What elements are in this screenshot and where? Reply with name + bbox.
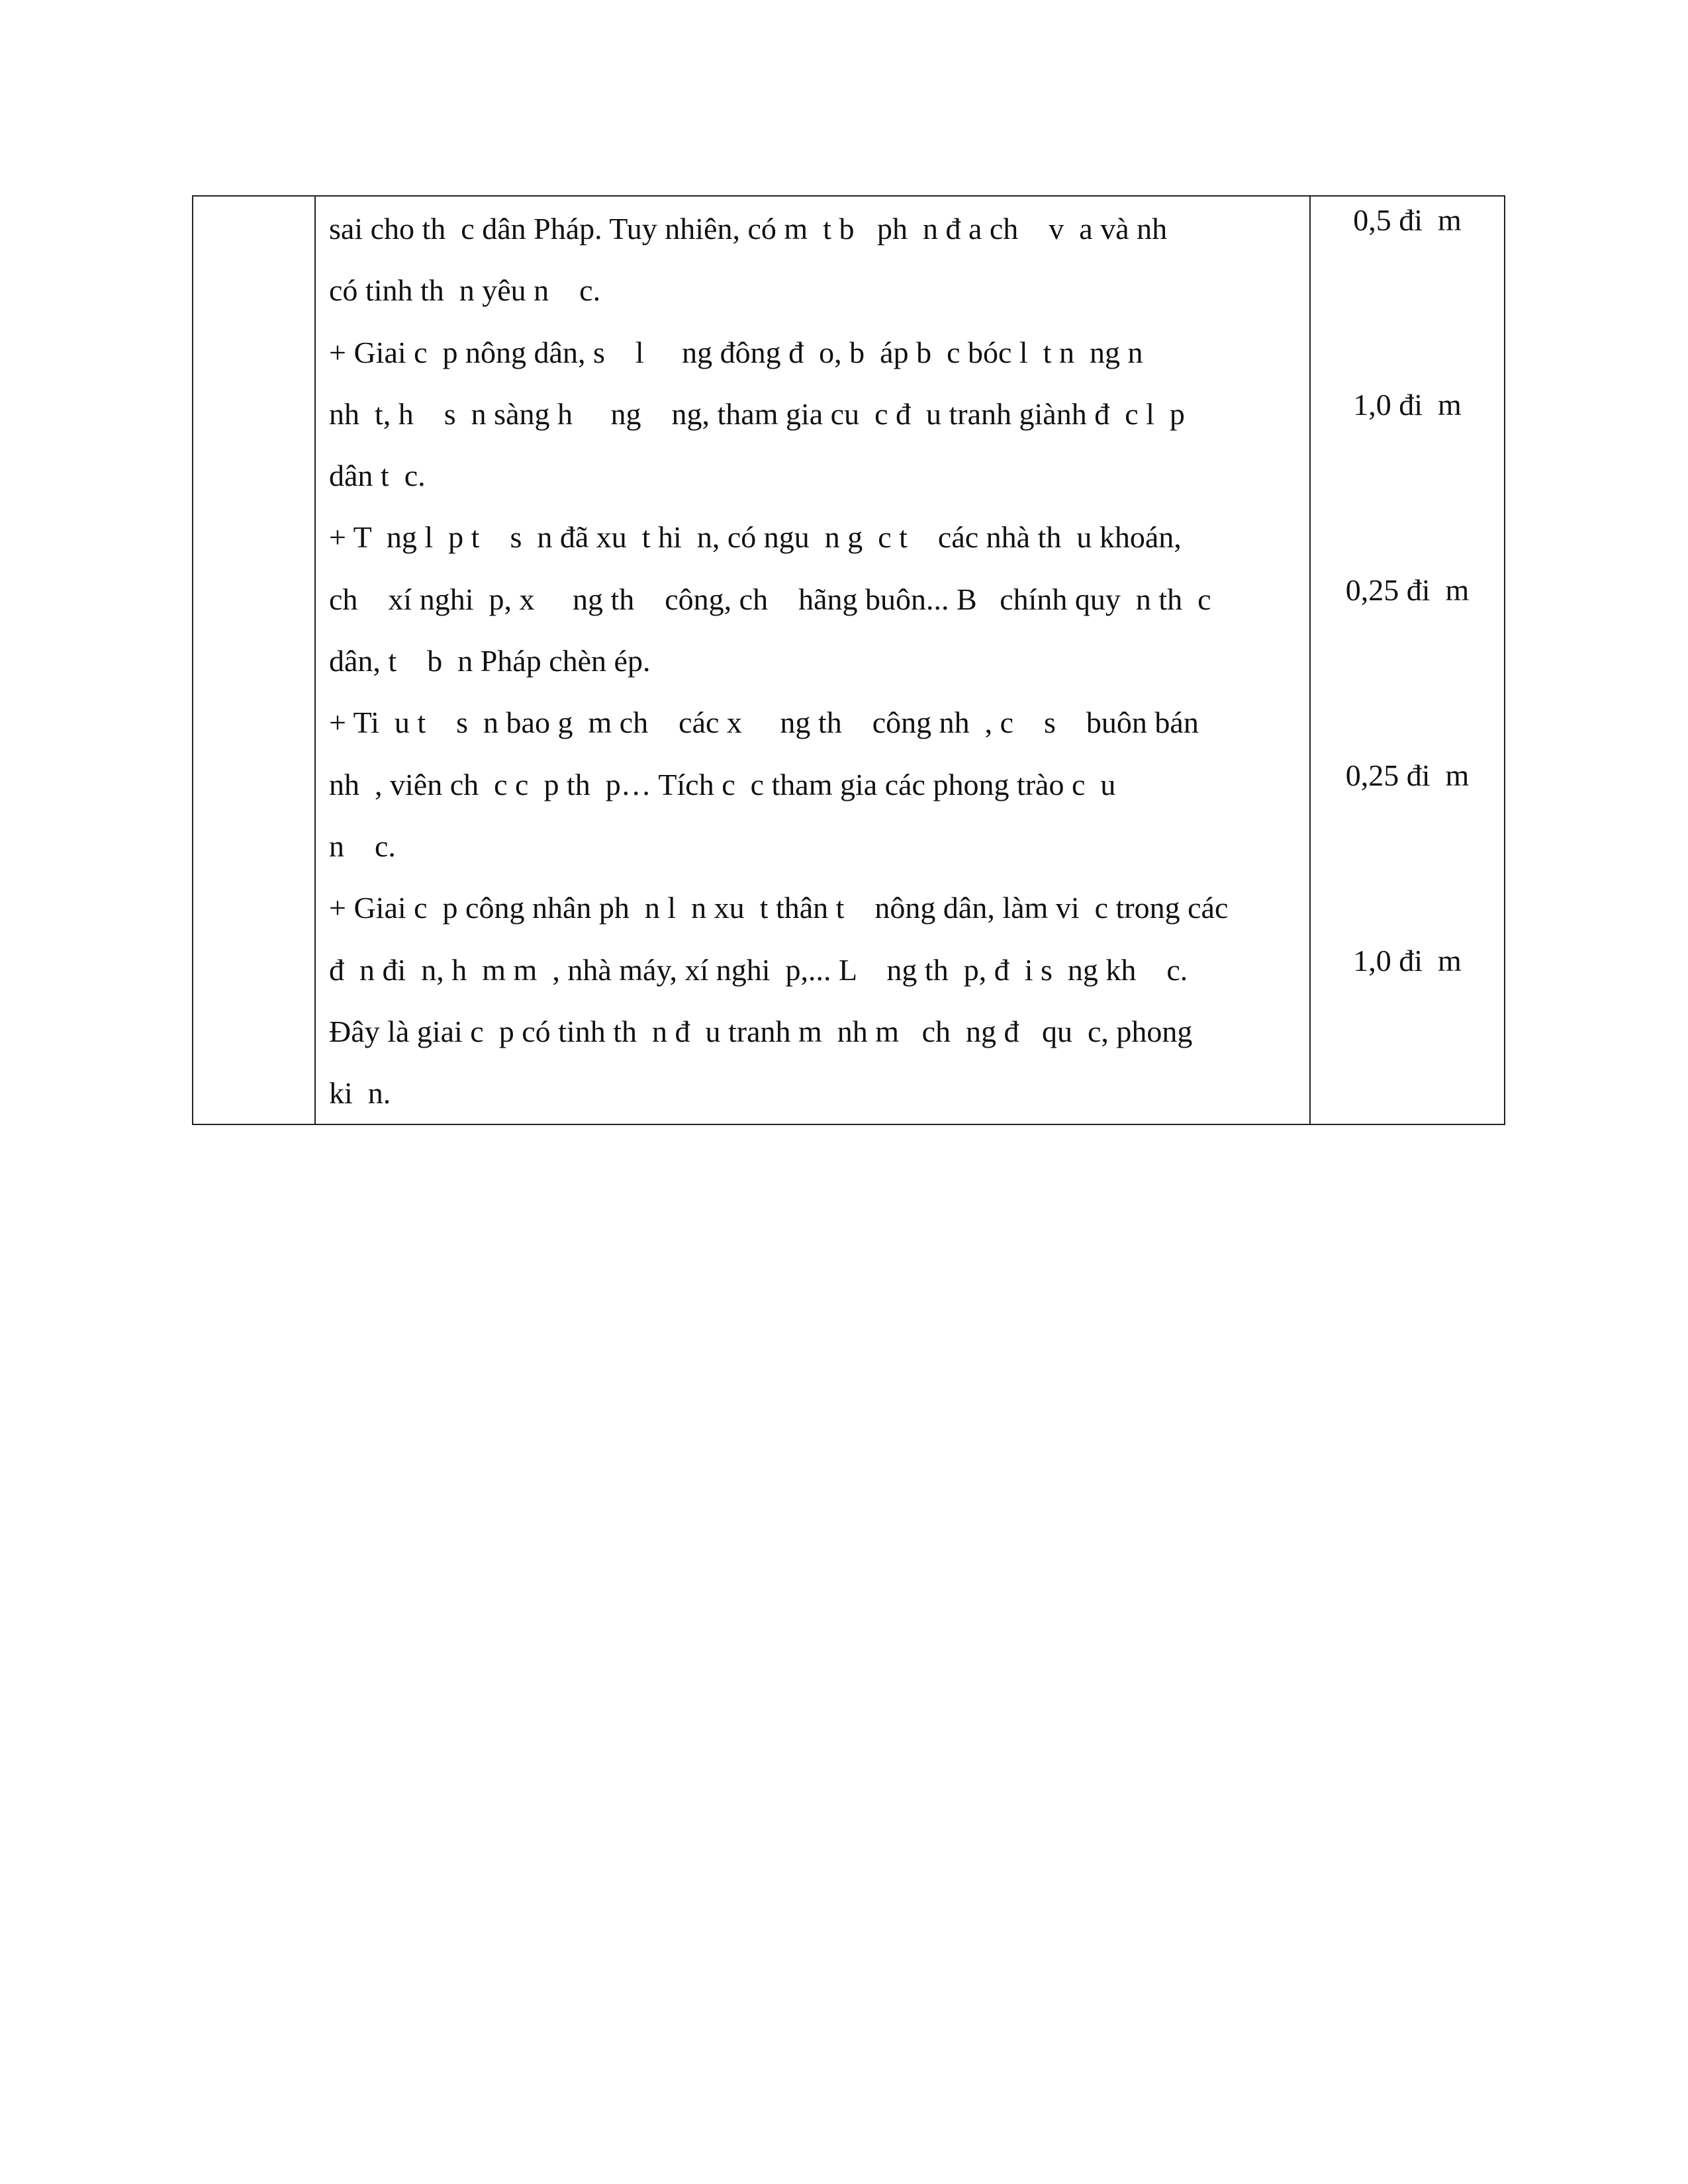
answer-line: + Giai c p công nhân ph n l n xu t thân t nông dân, làm vi c trong các bbox=[329, 891, 1229, 925]
answer-line: + Giai c p nông dân, s l ng đông đ o, b áp b c bóc l t n ng n bbox=[329, 335, 1150, 369]
answer-line: sai cho th c dân Pháp. Tuy nhiên, có m t b ph n đ a ch v a và nh bbox=[329, 212, 1175, 246]
answer-line: + T ng l p t s n đã xu t hi n, có ngu n g c t các nhà th u khoán, bbox=[329, 520, 1182, 555]
answer-line: dân, t b n Pháp chèn ép. bbox=[329, 644, 651, 678]
answer-paragraph-5 bbox=[329, 877, 1296, 1124]
answer-line: đ n đi n, h m m , nhà máy, xí nghi p,... L ng th p, đ i s ng kh c. bbox=[329, 952, 1188, 987]
score-3: 0,25 đi m bbox=[1345, 573, 1470, 607]
answer-paragraph-4 bbox=[329, 692, 1296, 877]
answer-line: ch xí nghi p, x ng th công, ch hãng buôn... B chính quy n th c bbox=[329, 582, 1211, 616]
table-row bbox=[193, 196, 1505, 1124]
score-4: 0,25 đi m bbox=[1345, 758, 1470, 792]
answer-line: n c. bbox=[329, 829, 396, 863]
empty-column-cell bbox=[193, 196, 315, 1124]
scoring-table bbox=[192, 195, 1505, 1125]
answer-line: ki n. bbox=[329, 1076, 391, 1111]
score-cell bbox=[1310, 196, 1505, 1124]
answer-paragraph-3 bbox=[329, 506, 1296, 692]
answer-content-cell bbox=[315, 196, 1310, 1124]
answer-line: Đây là giai c p có tinh th n đ u tranh m nh m ch ng đ qu c, phong bbox=[329, 1014, 1193, 1048]
score-1: 0,5 đi m bbox=[1353, 203, 1462, 237]
score-5: 1,0 đi m bbox=[1353, 944, 1462, 978]
answer-paragraph-2 bbox=[329, 322, 1296, 507]
score-2: 1,0 đi m bbox=[1353, 388, 1462, 422]
answer-line: có tinh th n yêu n c. bbox=[329, 273, 601, 308]
answer-line: nh t, h s n sàng h ng ng, tham gia cu c đ u tranh giành đ c l p bbox=[329, 396, 1185, 431]
answer-line: dân t c. bbox=[329, 459, 426, 493]
answer-paragraph-1 bbox=[329, 198, 1296, 322]
answer-line: nh , viên ch c c p th p… Tích c c tham gia các phong trào c u bbox=[329, 767, 1116, 801]
answer-line: + Ti u t s n bao g m ch các x ng th công nh , c s buôn bán bbox=[329, 705, 1199, 740]
